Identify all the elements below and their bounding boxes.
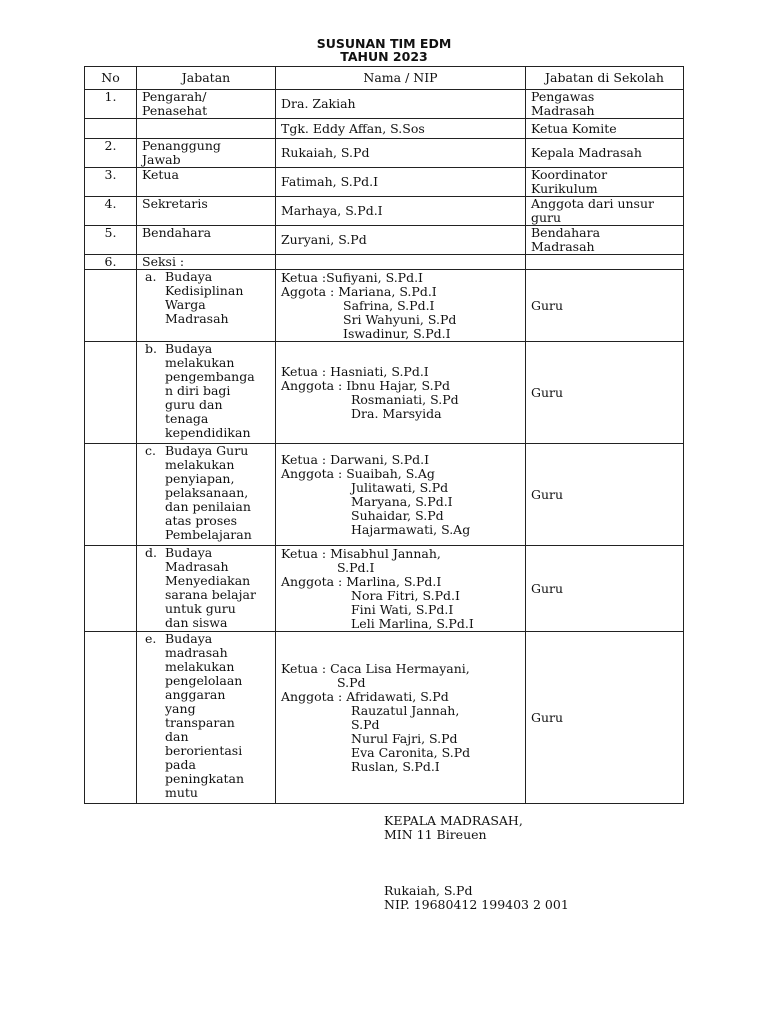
signature-block [384, 814, 569, 912]
seksi-row [85, 444, 684, 546]
seksi-number [85, 444, 137, 546]
row-number: 4. [85, 197, 137, 226]
jabatan-sekolah-line: Bendahara [531, 225, 601, 240]
seksi-jabatan-sekolah: Guru [526, 444, 684, 546]
row-jabatan [137, 197, 276, 226]
jabatan-line: Sekretaris [142, 196, 208, 211]
seksi-ketua-line: S.Pd.I [337, 559, 375, 575]
seksi-number [85, 342, 137, 444]
row-jabatan-sekolah [526, 255, 684, 270]
seksi-anggota-line: S.Pd [351, 716, 380, 732]
seksi-letter: a. [145, 269, 157, 284]
seksi-anggota-line: Fini Wati, S.Pd.I [351, 601, 454, 617]
seksi-jabatan-line: Menyediakan [165, 573, 251, 588]
row-number: 3. [85, 168, 137, 197]
seksi-jabatan-line: Budaya [165, 631, 213, 646]
seksi-anggota-line: Dra. Marsyida [351, 405, 442, 421]
seksi-letter: b. [145, 341, 157, 356]
seksi-jabatan-line: transparan [165, 715, 235, 730]
team-table [84, 66, 684, 804]
signature-role: KEPALA MADRASAH, [384, 813, 523, 828]
header-jabatan: Jabatan [137, 67, 276, 90]
seksi-jabatan-line: mutu [165, 785, 198, 800]
seksi-number [85, 546, 137, 632]
table-row [85, 139, 684, 168]
seksi-number [85, 270, 137, 342]
seksi-jabatan-line: melakukan [165, 659, 235, 674]
seksi-jabatan-line: penyiapan, [165, 471, 235, 486]
row-nama: Zuryani, S.Pd [276, 226, 526, 255]
row-nama: Rukaiah, S.Pd [276, 139, 526, 168]
jabatan-sekolah-line: Kurikulum [531, 181, 598, 196]
seksi-ketua-line: Ketua : Darwani, S.Pd.I [281, 451, 430, 467]
seksi-jabatan-line: melakukan [165, 457, 235, 472]
signature-school: MIN 11 Bireuen [384, 827, 487, 842]
header-jabatan-sekolah: Jabatan di Sekolah [526, 67, 684, 90]
seksi-jabatan-sekolah: Guru [526, 270, 684, 342]
seksi-jabatan-line: berorientasi [165, 743, 243, 758]
seksi-jabatan-line: melakukan [165, 355, 235, 370]
jabatan-sekolah-line: Kepala Madrasah [531, 145, 642, 160]
seksi-jabatan [137, 632, 276, 804]
seksi-members [276, 546, 526, 632]
seksi-members [276, 270, 526, 342]
jabatan-line: Seksi : [142, 254, 185, 269]
seksi-anggota-line: Iswadinur, S.Pd.I [343, 325, 451, 341]
header-nama: Nama / NIP [276, 67, 526, 90]
jabatan-line: Ketua [142, 167, 179, 182]
seksi-anggota-line: Maryana, S.Pd.I [351, 493, 453, 509]
seksi-anggota-first: Anggota : Afridawati, S.Pd [281, 688, 449, 704]
seksi-jabatan-line: n diri bagi [165, 383, 231, 398]
seksi-jabatan-line: Kedisiplinan [165, 283, 244, 298]
jabatan-line: Pengarah/ [142, 89, 207, 104]
table-row [85, 168, 684, 197]
seksi-jabatan-line: Budaya [165, 545, 213, 560]
row-jabatan [137, 255, 276, 270]
jabatan-line: Jawab [142, 152, 181, 167]
seksi-jabatan-sekolah: Guru [526, 546, 684, 632]
seksi-anggota-first: Aggota : Mariana, S.Pd.I [281, 283, 437, 299]
seksi-jabatan-line: sarana belajar [165, 587, 256, 602]
seksi-row [85, 632, 684, 804]
seksi-number [85, 632, 137, 804]
jabatan-line: Bendahara [142, 225, 212, 240]
seksi-anggota-line: Ruslan, S.Pd.I [351, 758, 440, 774]
seksi-row [85, 270, 684, 342]
title-line-1: SUSUNAN TIM EDM [316, 36, 452, 51]
seksi-jabatan-line: pada [165, 757, 196, 772]
jabatan-sekolah-line: Pengawas [531, 89, 595, 104]
seksi-jabatan-line: untuk guru [165, 601, 236, 616]
seksi-jabatan-line: dan [165, 729, 189, 744]
seksi-ketua-line: Ketua :Sufiyani, S.Pd.I [281, 269, 423, 285]
row-jabatan-sekolah [526, 119, 684, 139]
row-jabatan-sekolah [526, 226, 684, 255]
seksi-jabatan-line: tenaga [165, 411, 209, 426]
seksi-ketua-line: Ketua : Hasniati, S.Pd.I [281, 363, 429, 379]
seksi-jabatan-line: Budaya [165, 341, 213, 356]
seksi-letter: e. [145, 631, 157, 646]
seksi-jabatan-line: Budaya [165, 269, 213, 284]
signature-name: Rukaiah, S.Pd [384, 883, 473, 898]
row-jabatan [137, 168, 276, 197]
row-jabatan [137, 119, 276, 139]
seksi-anggota-line: Hajarmawati, S.Ag [351, 521, 471, 537]
jabatan-line: Penasehat [142, 103, 208, 118]
jabatan-sekolah-line: Koordinator [531, 167, 608, 182]
seksi-anggota-line: Rauzatul Jannah, [351, 702, 460, 718]
seksi-jabatan-line: anggaran [165, 687, 226, 702]
seksi-jabatan-line: kependidikan [165, 425, 251, 440]
seksi-jabatan-sekolah: Guru [526, 632, 684, 804]
row-jabatan [137, 90, 276, 119]
seksi-anggota-line: Nurul Fajri, S.Pd [351, 730, 458, 746]
jabatan-sekolah-line: Anggota dari unsur [531, 196, 654, 211]
seksi-ketua-line: Ketua : Misabhul Jannah, [281, 545, 441, 561]
seksi-jabatan-line: yang [165, 701, 196, 716]
seksi-jabatan-sekolah: Guru [526, 342, 684, 444]
seksi-jabatan-line: pelaksanaan, [165, 485, 249, 500]
seksi-jabatan-line: pengembanga [165, 369, 255, 384]
table-row [85, 119, 684, 139]
seksi-anggota-line: Nora Fitri, S.Pd.I [351, 587, 460, 603]
row-number: 2. [85, 139, 137, 168]
jabatan-line: Penanggung [142, 138, 221, 153]
seksi-anggota-line: Suhaidar, S.Pd [351, 507, 444, 523]
row-jabatan-sekolah [526, 197, 684, 226]
seksi-jabatan-line: Pembelajaran [165, 527, 252, 542]
row-nama: Tgk. Eddy Affan, S.Sos [276, 119, 526, 139]
row-jabatan [137, 139, 276, 168]
seksi-letter: d. [145, 545, 157, 560]
seksi-jabatan-line: guru dan [165, 397, 223, 412]
row-number: 1. [85, 90, 137, 119]
seksi-anggota-line: Safrina, S.Pd.I [343, 297, 435, 313]
row-jabatan [137, 226, 276, 255]
seksi-jabatan-line: Madrasah [165, 311, 229, 326]
table-row [85, 255, 684, 270]
row-jabatan-sekolah [526, 90, 684, 119]
table-row [85, 226, 684, 255]
seksi-anggota-first: Anggota : Suaibah, S.Ag [281, 465, 435, 481]
table-row [85, 90, 684, 119]
seksi-anggota-line: Eva Caronita, S.Pd [351, 744, 471, 760]
seksi-anggota-first: Anggota : Marlina, S.Pd.I [281, 573, 442, 589]
seksi-anggota-first: Anggota : Ibnu Hajar, S.Pd [281, 377, 450, 393]
seksi-jabatan [137, 342, 276, 444]
row-nama [276, 255, 526, 270]
seksi-ketua-line: S.Pd [337, 674, 366, 690]
seksi-members [276, 632, 526, 804]
seksi-jabatan-line: Warga [165, 297, 206, 312]
row-number [85, 119, 137, 139]
seksi-anggota-line: Rosmaniati, S.Pd [351, 391, 459, 407]
table-header-row [85, 67, 684, 90]
title-line-2: TAHUN 2023 [340, 49, 428, 64]
signature-nip: NIP. 19680412 199403 2 001 [384, 897, 569, 912]
row-nama: Fatimah, S.Pd.I [276, 168, 526, 197]
header-no: No [85, 67, 137, 90]
seksi-jabatan-line: dan penilaian [165, 499, 251, 514]
seksi-jabatan-line: atas proses [165, 513, 238, 528]
jabatan-sekolah-line: Madrasah [531, 103, 595, 118]
row-nama: Marhaya, S.Pd.I [276, 197, 526, 226]
row-jabatan-sekolah [526, 168, 684, 197]
seksi-members [276, 342, 526, 444]
seksi-row [85, 546, 684, 632]
seksi-jabatan-line: Budaya Guru [165, 443, 249, 458]
seksi-jabatan-line: peningkatan [165, 771, 245, 786]
row-jabatan-sekolah [526, 139, 684, 168]
seksi-jabatan-line: madrasah [165, 645, 228, 660]
table-row [85, 197, 684, 226]
jabatan-sekolah-line: Ketua Komite [531, 120, 617, 136]
seksi-anggota-line: Julitawati, S.Pd [351, 479, 449, 495]
seksi-ketua-line: Ketua : Caca Lisa Hermayani, [281, 660, 470, 676]
seksi-anggota-line: Leli Marlina, S.Pd.I [351, 615, 474, 631]
seksi-jabatan-line: pengelolaan [165, 673, 243, 688]
document-title [0, 37, 768, 63]
seksi-jabatan [137, 444, 276, 546]
row-nama: Dra. Zakiah [276, 90, 526, 119]
seksi-jabatan [137, 546, 276, 632]
seksi-anggota-line: Sri Wahyuni, S.Pd [343, 311, 457, 327]
seksi-jabatan-line: dan siswa [165, 615, 228, 630]
seksi-jabatan-line: Madrasah [165, 559, 229, 574]
row-number: 6. [85, 255, 137, 270]
seksi-letter: c. [145, 443, 156, 458]
jabatan-sekolah-line: Madrasah [531, 239, 595, 254]
jabatan-sekolah-line: guru [531, 210, 562, 225]
seksi-row [85, 342, 684, 444]
row-number: 5. [85, 226, 137, 255]
seksi-jabatan [137, 270, 276, 342]
seksi-members [276, 444, 526, 546]
